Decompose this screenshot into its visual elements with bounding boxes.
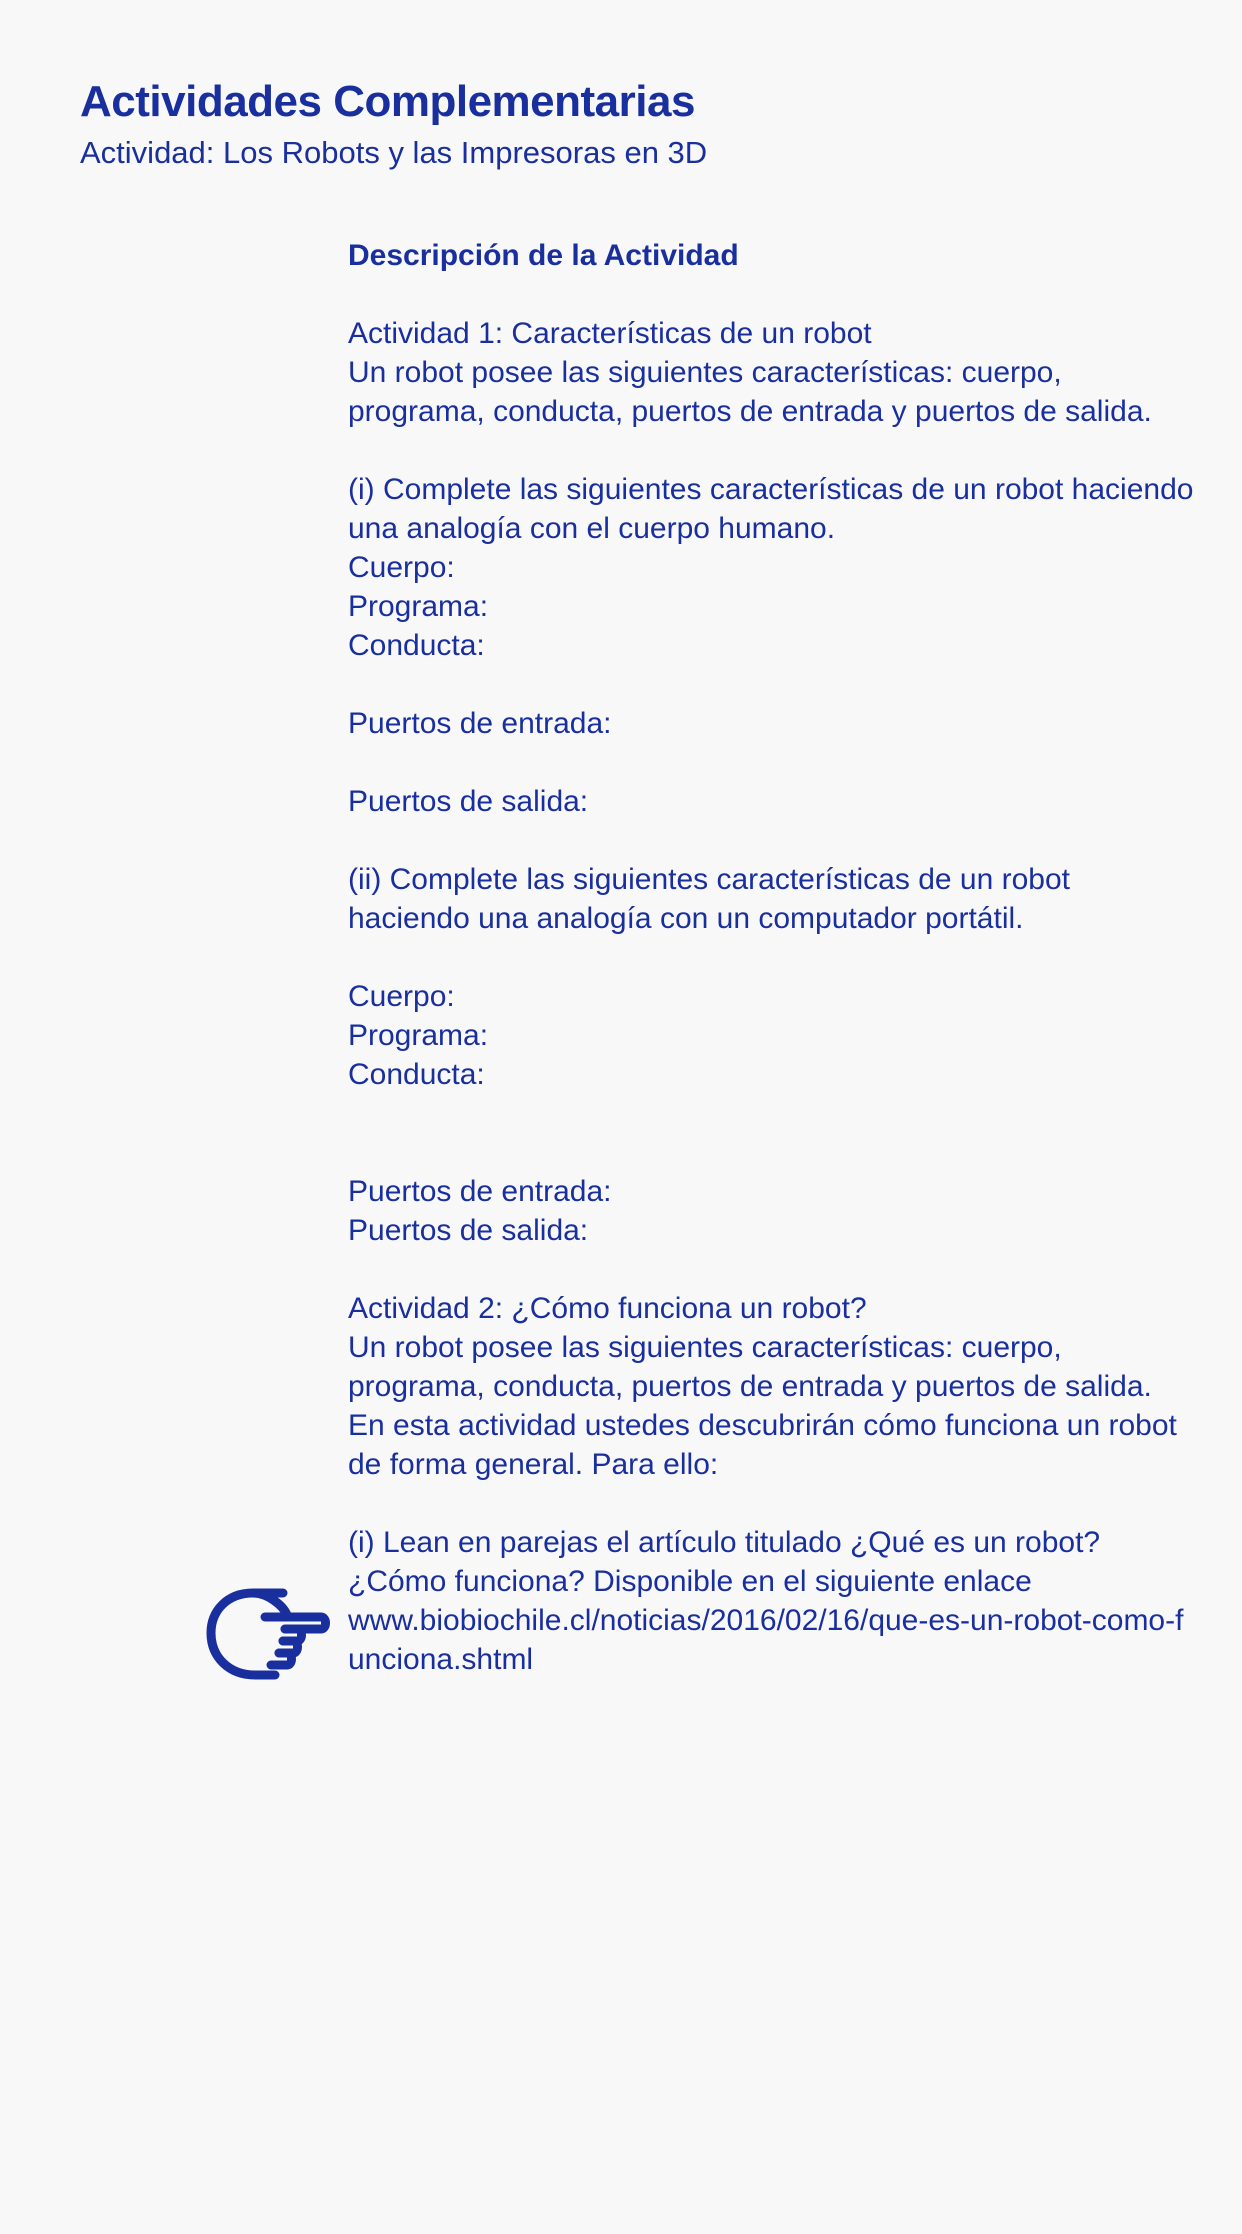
page-subtitle: Actividad: Los Robots y las Impresoras en 3D xyxy=(80,135,708,170)
pointing-hand-icon xyxy=(205,1585,331,1681)
activity1-title: Actividad 1: Características de un robot xyxy=(348,317,872,350)
activity2-description: En esta actividad ustedes descubrirán cómo funciona un robot de forma general. Para ello: xyxy=(348,1409,1177,1481)
activity2-part-i-text: (i) Lean en parejas el artículo titulado ¿Qué es un robot? ¿Cómo funciona? Disponible en el siguiente enlace xyxy=(348,1526,1101,1598)
part-ii-cuerpo-label: Cuerpo: xyxy=(348,980,455,1013)
part-ii-puertos-entrada-label: Puertos de entrada: xyxy=(348,1175,612,1208)
part-ii-programa-label: Programa: xyxy=(348,1019,489,1052)
article-link[interactable]: www.biobiochile.cl/noticias/2016/02/16/que-es-un-robot-como-funciona.shtml xyxy=(348,1604,1184,1676)
activity2-intro: Un robot posee las siguientes características: cuerpo, programa, conducta, puertos de entrada y puertos de salida. xyxy=(348,1331,1152,1403)
page-header xyxy=(80,72,1180,174)
section-heading: Descripción de la Actividad xyxy=(348,239,739,272)
part-ii-conducta-label: Conducta: xyxy=(348,1058,485,1091)
part-ii-puertos-salida-label: Puertos de salida: xyxy=(348,1214,589,1247)
activity1-part-ii-instruction: (ii) Complete las siguientes características de un robot haciendo una analogía con un computador portátil. xyxy=(348,863,1070,935)
activity1-part-i-instruction: (i) Complete las siguientes características de un robot haciendo una analogía con el cuerpo humano. xyxy=(348,473,1194,545)
part-i-puertos-entrada-label: Puertos de entrada: xyxy=(348,707,612,740)
activity1-intro: Un robot posee las siguientes características: cuerpo, programa, conducta, puertos de entrada y puertos de salida. xyxy=(348,356,1152,428)
page-title: Actividades Complementarias xyxy=(80,77,695,126)
activity-content xyxy=(348,236,1200,1679)
activity2-title: Actividad 2: ¿Cómo funciona un robot? xyxy=(348,1292,867,1325)
part-i-programa-label: Programa: xyxy=(348,590,489,623)
part-i-conducta-label: Conducta: xyxy=(348,629,485,662)
part-i-cuerpo-label: Cuerpo: xyxy=(348,551,455,584)
part-i-puertos-salida-label: Puertos de salida: xyxy=(348,785,589,818)
